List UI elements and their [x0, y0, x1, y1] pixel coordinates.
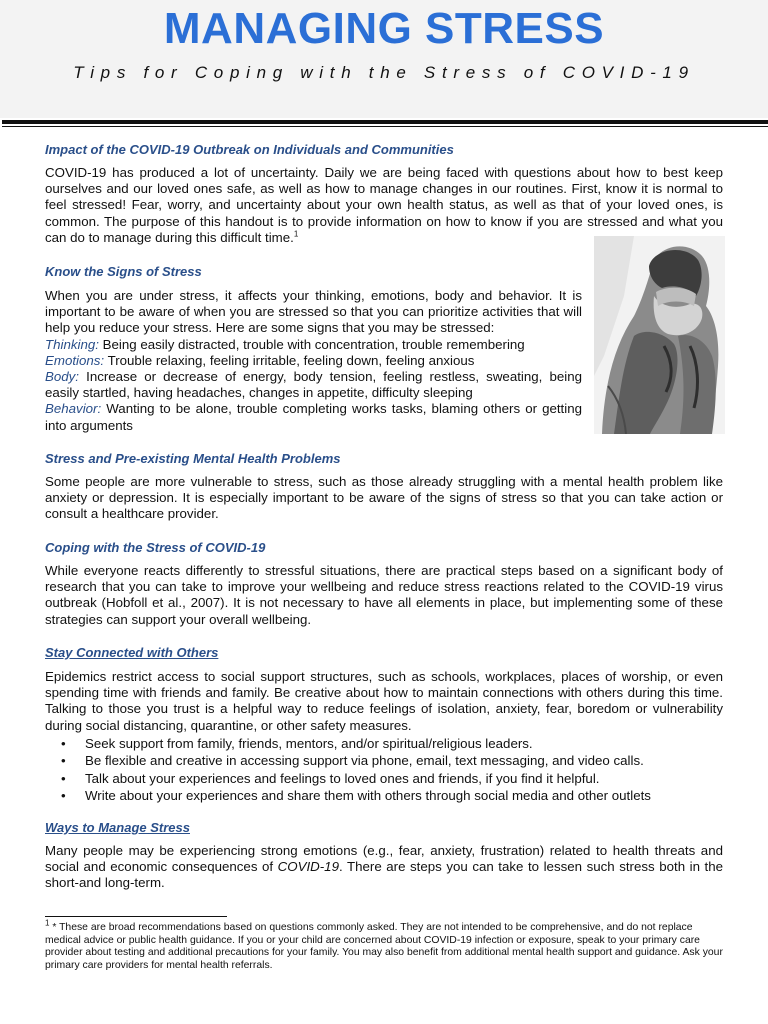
manage-heading: Ways to Manage Stress [45, 820, 190, 835]
preexisting-paragraph: Some people are more vulnerable to stress, such as those already struggling with a mental health problem like anxiety or depression. It is especially important to be aware of the signs of stress so that you can take action or consult a healthcare provider. [45, 474, 723, 522]
footnote-ref[interactable]: 1 [293, 229, 299, 239]
bullet-text: Talk about your experiences and feelings to loved ones and friends, if you find it helpful. [85, 770, 600, 786]
manage-paragraph [45, 843, 723, 892]
bullet-icon: • [61, 770, 66, 786]
sign-label: Body: [45, 369, 80, 385]
connected-heading: Stay Connected with Others [45, 645, 219, 660]
distressed-person-illustration [594, 236, 725, 434]
page-title: MANAGING STRESS [163, 4, 605, 53]
footnote [45, 918, 723, 972]
header-divider-thick [2, 120, 768, 124]
connected-paragraph: Epidemics restrict access to social support structures, such as schools, workplaces, places of worship, or even spending time with friends and family. Be creative about how to maintain connections with others during this time. Talking to those you trust is a helpful way to reduce feelings of isolation, anxiety, fear, boredom or vulnerability during social distancing, quarantine, or other safety measures. [45, 669, 723, 733]
list-item [45, 735, 723, 752]
sign-text: Being easily distracted, trouble with concentration, trouble remembering [98, 336, 525, 352]
bullet-icon: • [61, 788, 66, 804]
sign-text: Increase or decrease of energy, body tension, feeling restless, sweating, being easily startled, having headaches, changes in appetite, difficulty sleeping [45, 369, 582, 401]
manage-text-before: Many people may be experiencing strong emotions (e.g., fear, anxiety, frustration) related to health threats and social and economic consequences of [45, 843, 723, 875]
connected-bullet-list [45, 735, 723, 805]
signs-intro: When you are under stress, it affects your thinking, emotions, body and behavior. It is important to be aware of when you are stressed so that you can prioritize activities that will help you reduce your stress. Here are some signs that you may be stressed: [45, 288, 582, 336]
bullet-text: Be flexible and creative in accessing support via phone, email, text messaging, and video calls. [85, 753, 644, 769]
manage-text-italic: COVID-19 [277, 859, 339, 875]
list-item [45, 770, 723, 787]
sign-text: Trouble relaxing, feeling irritable, feeling down, feeling anxious [104, 352, 475, 368]
signs-heading: Know the Signs of Stress [45, 264, 202, 279]
sign-label: Thinking: [45, 336, 99, 352]
sign-item-thinking [45, 337, 582, 353]
list-item [45, 752, 723, 769]
footnote-divider [45, 916, 227, 917]
sign-item-body [45, 369, 582, 401]
bullet-icon: • [61, 736, 66, 751]
footnote-text: * These are broad recommendations based on questions commonly asked. They are not intended to be comprehensive, and do not replace medical advice or public health guidance. If you or your child are concerned about COVID-19 infection or exposure, speak to your primary care provider about testing and additional precautions for your family. You may also benefit from additional mental health support and guidance. Ask your primary care providers for mental health referrals. [45, 922, 723, 971]
manage-text-after: . There are steps you can take to lessen such stress both in the short-and long-term. [45, 859, 724, 891]
bullet-text: Seek support from family, friends, mentors, and/or spiritual/religious leaders. [85, 736, 533, 751]
header-divider-thin [2, 126, 768, 127]
impact-text: COVID-19 has produced a lot of uncertainty. Daily we are being faced with questions about how to best keep ourselves and our loved ones safe, as well as how to manage changes in our routines. First, know it is normal to feel stressed! Fear, worry, and uncertainty about your own health status, as well as that of your loved ones, is common. The purpose of this handout is to provide information on how to know if you are stressed and what you can do to manage during this difficult time. [45, 165, 723, 245]
page-header [0, 0, 768, 118]
sign-item-behavior [45, 401, 582, 433]
bullet-icon: • [61, 753, 66, 769]
signs-paragraph [45, 288, 582, 434]
list-item [45, 787, 723, 804]
sign-label: Behavior: [45, 401, 102, 417]
preexisting-heading: Stress and Pre-existing Mental Health Problems [45, 451, 341, 466]
coping-heading: Coping with the Stress of COVID-19 [45, 540, 266, 555]
bullet-text: Write about your experiences and share them with others through social media and other outlets [85, 788, 651, 804]
coping-paragraph: While everyone reacts differently to stressful situations, there are practical steps based on a significant body of research that you can take to improve your wellbeing and reduce stress reactions related to the COVID-19 virus outbreak (Hobfoll et al., 2007). It is not necessary to have all elements in place, but implementing some of these strategies can support your overall wellbeing. [45, 563, 723, 627]
impact-paragraph [45, 165, 723, 246]
sign-text: Wanting to be alone, trouble completing works tasks, blaming others or getting into arguments [45, 401, 582, 433]
page-subtitle: Tips for Coping with the Stress of COVID-19 [73, 63, 695, 82]
impact-heading: Impact of the COVID-19 Outbreak on Individuals and Communities [45, 142, 454, 157]
sign-item-emotions [45, 353, 582, 369]
sign-label: Emotions: [45, 352, 105, 368]
footnote-marker: 1 [45, 918, 50, 928]
